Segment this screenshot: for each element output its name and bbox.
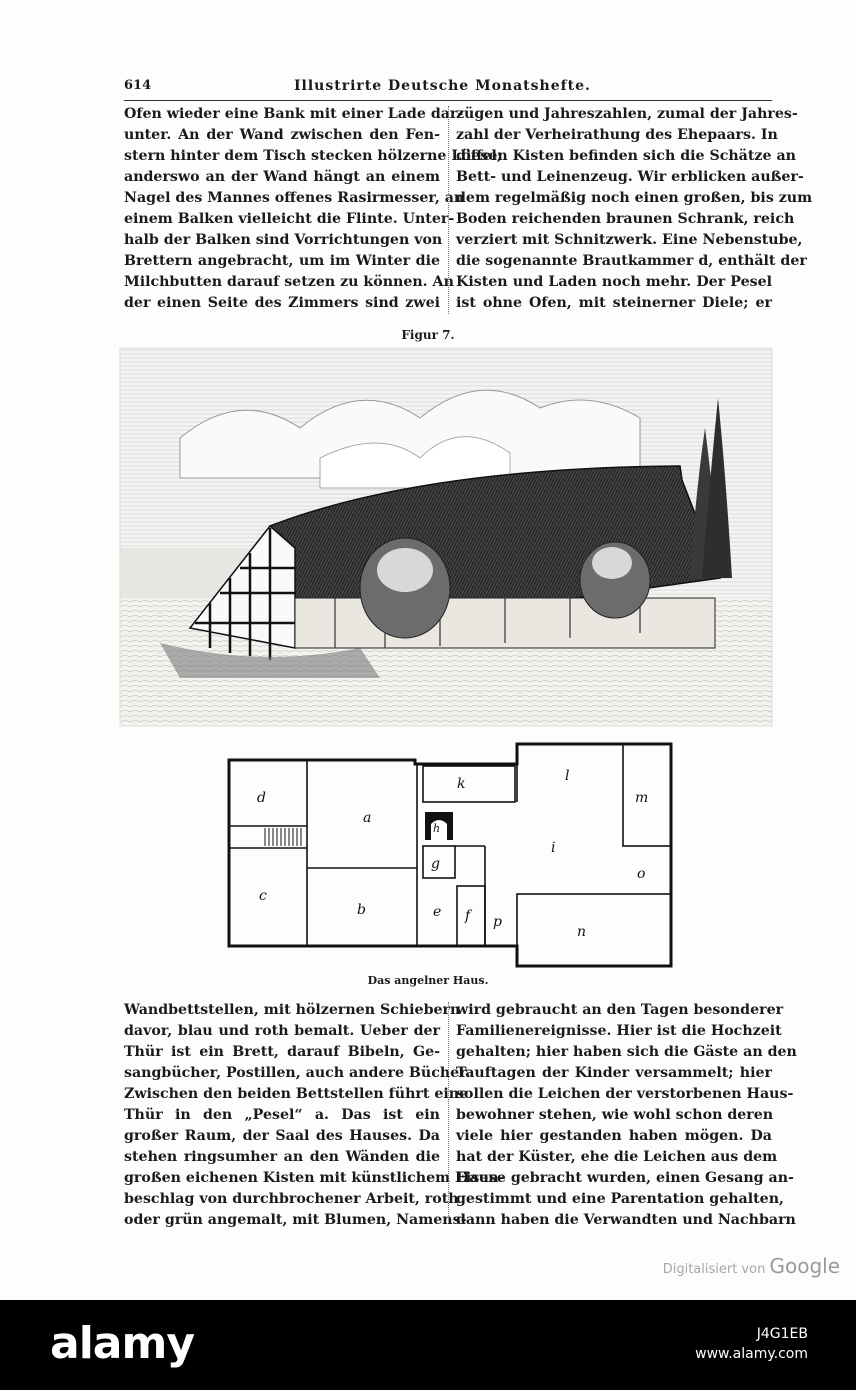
text-line: dann haben die Verwandten und Nachbarn: [456, 1212, 796, 1228]
text-line: großen eichenen Kisten mit künstlichem Eisen-: [124, 1170, 505, 1186]
room-label-g: g: [431, 856, 440, 872]
outer-wall: [229, 744, 671, 966]
text-line: Nagel des Mannes offenes Rasirmesser, an: [124, 190, 465, 206]
text-line: Tauftagen der Kinder versammelt; hier: [456, 1065, 772, 1081]
text-line: Bett- und Leinenzeug. Wir erblicken außer-: [456, 169, 804, 185]
image-id: J4G1EB: [756, 1326, 808, 1342]
text-line: großer Raum, der Saal des Hauses. Da: [124, 1128, 440, 1144]
top-left-column: [124, 104, 503, 314]
thatched-farmhouse-illustration: [120, 348, 772, 726]
room-label-n: n: [577, 924, 587, 940]
text-line: Thür in den „Pesel“ a. Das ist ein: [124, 1107, 440, 1123]
room-label-d: d: [257, 790, 266, 806]
text-line: Milchbutten darauf setzen zu können. An: [124, 274, 454, 290]
running-title: Illustrirte Deutsche Monatshefte.: [294, 78, 591, 94]
text-line: verziert mit Schnitzwerk. Eine Nebenstube,: [456, 232, 803, 248]
site-url: www.alamy.com: [695, 1346, 808, 1362]
text-line: bewohner stehen, wie wohl schon deren: [456, 1107, 774, 1123]
text-line: Brettern angebracht, um im Winter die: [124, 253, 440, 269]
room-label-e: e: [433, 904, 442, 920]
text-line: stehen ringsumher an den Wänden die: [124, 1149, 440, 1165]
room-label-c: c: [259, 888, 267, 904]
image-reference: [695, 1324, 808, 1364]
room-label-b: b: [357, 902, 366, 918]
text-line: die sogenannte Brautkammer d, enthält der: [456, 253, 807, 269]
text-line: anderswo an der Wand hängt an einem: [124, 169, 440, 185]
text-line: Hause gebracht wurden, einen Gesang an-: [456, 1170, 794, 1186]
text-line: Familienereignisse. Hier ist die Hochzeit: [456, 1023, 782, 1039]
room-label-f: f: [465, 908, 471, 924]
text-line: einem Balken vielleicht die Flinte. Unter-: [124, 211, 455, 227]
text-line: ist ohne Ofen, mit steinerner Diele; er: [456, 295, 772, 311]
room-label-m: m: [635, 790, 649, 806]
text-line: Zwischen den beiden Bettstellen führt eine: [124, 1086, 469, 1102]
top-right-column: [456, 104, 813, 314]
room-label-k: k: [457, 776, 466, 792]
column-divider: [448, 106, 449, 314]
text-line: beschlag von durchbrochener Arbeit, roth: [124, 1191, 459, 1207]
text-line: Ofen wieder eine Bank mit einer Lade dar-: [124, 106, 464, 122]
text-line: davor, blau und roth bemalt. Ueber der: [124, 1023, 440, 1039]
page-number: 614: [124, 78, 152, 93]
room-label-o: o: [637, 866, 646, 882]
digitization-watermark: [663, 1254, 840, 1278]
text-line: gestimmt und eine Parentation gehalten,: [456, 1191, 784, 1207]
alamy-logo: alamy: [50, 1318, 194, 1369]
text-line: hat der Küster, ehe die Leichen aus dem: [456, 1149, 778, 1165]
watermark-prefix: Digitalisiert von: [662, 1262, 766, 1277]
watermark-brand: Google: [769, 1254, 840, 1278]
text-line: Thür ist ein Brett, darauf Bibeln, Ge-: [124, 1044, 440, 1060]
text-line: stern hinter dem Tisch stecken hölzerne Löffel;: [124, 148, 503, 164]
staircase: [265, 828, 301, 846]
bottom-left-column: [124, 1000, 505, 1231]
text-line: dem regelmäßig noch einen großen, bis zum: [456, 190, 813, 206]
column-divider-bottom: [448, 1002, 449, 1222]
room-label-h: h: [433, 822, 441, 835]
room-label-p: p: [493, 914, 502, 930]
text-line: zügen und Jahreszahlen, zumal der Jahres-: [456, 106, 798, 122]
text-line: der einen Seite des Zimmers sind zwei: [124, 295, 440, 311]
room-label-a: a: [363, 810, 372, 826]
text-line: oder grün angemalt, mit Blumen, Namens-: [124, 1212, 467, 1228]
text-line: gehalten; hier haben sich die Gäste an den: [456, 1044, 797, 1060]
text-line: viele hier gestanden haben mögen. Da: [456, 1128, 772, 1144]
floor-plan: [225, 740, 675, 970]
text-line: zahl der Verheirathung des Ehepaars. In: [456, 127, 778, 143]
figure-caption: Figur 7.: [401, 328, 455, 342]
text-line: sollen die Leichen der verstorbenen Haus-: [456, 1086, 794, 1102]
text-line: sangbücher, Postillen, auch andere Bücher.: [124, 1065, 471, 1081]
page-header: [124, 78, 772, 101]
text-line: Wandbettstellen, mit hölzernen Schiebern: [124, 1002, 461, 1018]
stock-footer-bar: [0, 1300, 856, 1390]
text-line: halb der Balken sind Vorrichtungen von: [124, 232, 443, 248]
text-line: Kisten und Laden noch mehr. Der Pesel: [456, 274, 772, 290]
room-label-l: l: [565, 768, 570, 784]
text-line: wird gebraucht an den Tagen besonderer: [456, 1002, 784, 1018]
room-label-i: i: [551, 840, 556, 856]
text-line: unter. An der Wand zwischen den Fen-: [124, 127, 440, 143]
bottom-right-column: [456, 1000, 797, 1231]
text-line: Boden reichenden braunen Schrank, reich: [456, 211, 795, 227]
floor-plan-caption: Das angelner Haus.: [367, 974, 489, 987]
text-line: diesen Kisten befinden sich die Schätze an: [456, 148, 796, 164]
